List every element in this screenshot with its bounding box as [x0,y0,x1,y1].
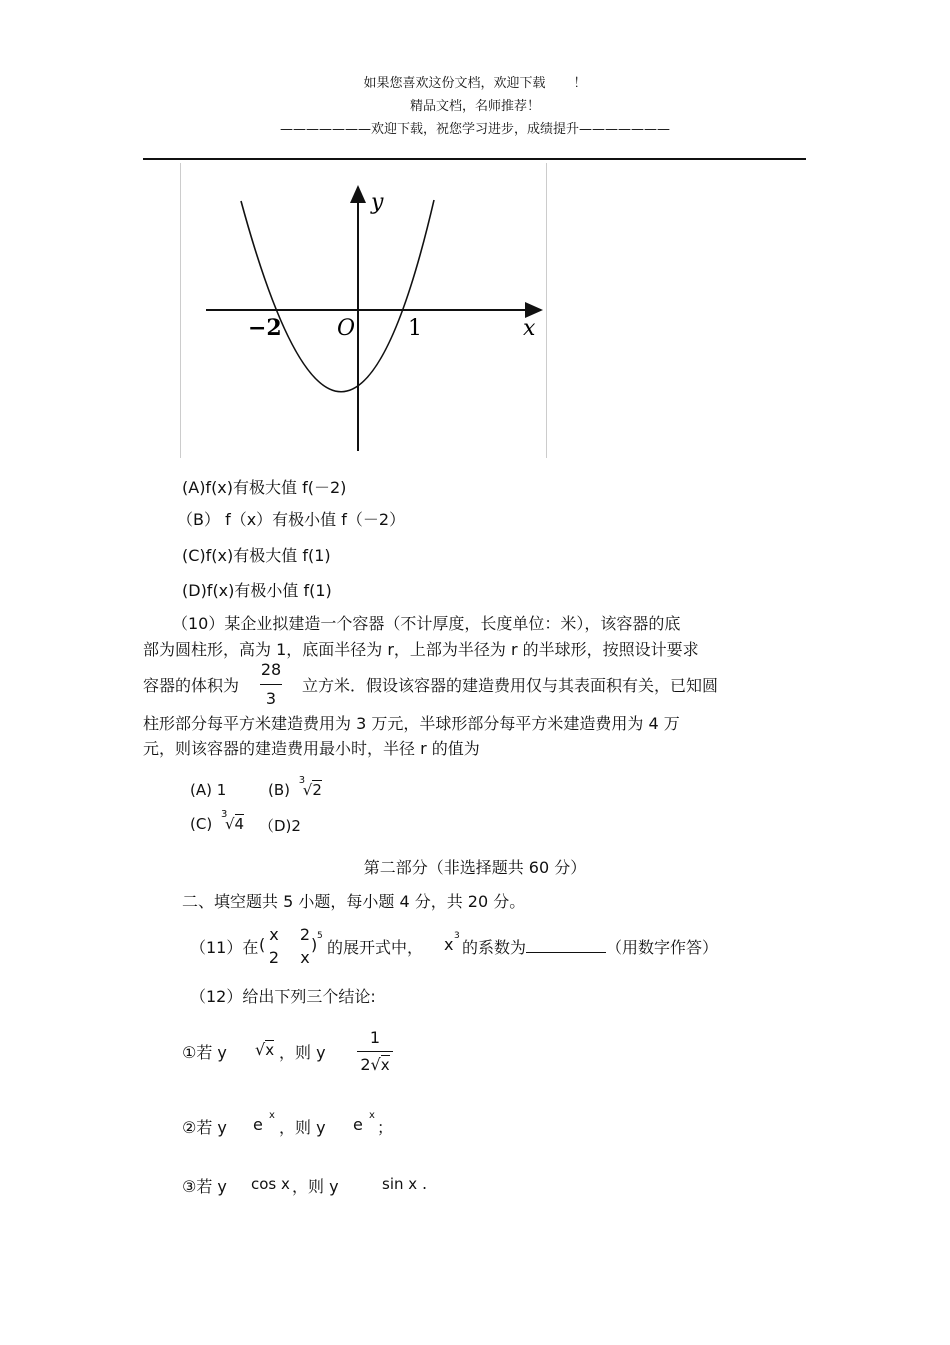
q9-option-a: (A)f(x)有极大值 f(－2) [182,478,347,497]
q11-paren-open: ( [259,935,266,954]
header-line-3: ———————欢迎下载，祝您学习进步，成绩提升——————— [279,122,670,137]
q10-line-1: （10）某企业拟建造一个容器（不计厚度，长度单位：米），该容器的底 [172,614,681,633]
q10-option-d: （D)2 [259,817,301,835]
fraction-bar [357,1051,393,1052]
q11-paren-close: ) [311,935,318,954]
q9-option-d: (D)f(x)有极小值 f(1) [182,581,332,600]
q11-f1-den: 2 [268,948,280,967]
q10-frac-numerator: 28 [260,660,282,679]
q10-frac-denominator: 3 [265,689,277,708]
q12-s2-e2: e [353,1115,363,1134]
q11-x: x [444,935,454,954]
q12-s2-e1: e [253,1115,263,1134]
q11-f2-num: 2 [299,925,311,944]
q10-option-b: (B) 3 √2 [268,775,322,799]
q11-fraction-1 [266,925,282,967]
q11-coef: 的系数为 （用数字作答） [462,938,719,957]
function-graph-figure [180,163,547,458]
q12-s1-den: 2√x [360,1055,390,1074]
q12-s3-b: ，则 y [292,1177,339,1196]
q9-option-b: （B） f（x）有极小值 f（－2） [177,510,406,529]
q10-volume-fraction [256,660,286,708]
y-axis-label: y [371,190,384,215]
parabola-curve [241,200,434,392]
q12-s2-x2: x [369,1110,375,1121]
q12-s3-sin: sin x [382,1175,418,1193]
fraction-bar [260,684,282,685]
q12-s3-end: . [422,1174,428,1193]
part2-section-heading: 二、填空题共 5 小题，每小题 4 分，共 20 分。 [182,892,526,911]
q11-exponent: 5 [317,931,323,941]
radical-sign-icon: √ [224,815,235,833]
q12-s3-a: ③若 y [182,1177,227,1196]
tick-label-1: 1 [408,316,422,341]
q12-s1-num: 1 [369,1028,381,1047]
radical-sign-icon: √ [302,781,313,799]
q11-middle: 的展开式中， [327,938,424,957]
q11-f1-num: x [269,925,279,944]
header-rule [143,158,806,160]
q12-s1-fraction [355,1028,395,1074]
q12-s1-a: ①若 y [182,1043,227,1062]
q10-line-3a: 容器的体积为 [143,676,240,695]
q12-intro: （12）给出下列三个结论: [190,987,376,1006]
parabola-graph [181,163,546,458]
part2-title: 第二部分（非选择题共 60 分） [363,858,587,877]
q10-line-3b: 立方米．假设该容器的建造费用仅与其表面积有关，已知圆 [302,676,719,695]
q10-line-5: 元，则该容器的建造费用最小时，半径 r 的值为 [143,739,480,758]
x-axis-label: x [523,316,536,341]
q12-s2-b: ，则 y [279,1118,326,1137]
q10-line-4: 柱形部分每平方米建造费用为 3 万元，半球形部分每平方米建造费用为 4 万 [143,714,680,733]
q12-s1-sqrt: √x [255,1040,275,1059]
q12-s1-b: ，则 y [279,1043,326,1062]
q10-option-c: (C) 3 √4 [190,809,245,833]
origin-label: O [337,316,356,341]
header-line-1: 如果您喜欢这份文档，欢迎下载 ！ [363,76,587,91]
radical-sign-icon: √ [255,1040,266,1059]
q10-line-2: 部为圆柱形，高为 1，底面半径为 r，上部为半径为 r 的半球形，按照设计要求 [143,640,699,659]
q11-f2-den: x [300,948,310,967]
q12-s2-x1: x [269,1110,275,1121]
tick-label-neg2: −2 [248,315,282,341]
q12-s3-cos: cos x [251,1175,290,1193]
answer-blank [526,938,606,953]
q12-s2-end: ； [377,1118,394,1137]
q9-option-c: (C)f(x)有极大值 f(1) [182,546,331,565]
q11-prefix: （11）在 [190,938,259,957]
q12-s2-a: ②若 y [182,1118,227,1137]
radical-sign-icon: √ [370,1055,381,1074]
q11-x-exponent: 3 [454,931,460,941]
q10-option-a: (A) 1 [190,781,227,799]
header-line-2: 精品文档，名师推荐！ [409,99,540,114]
